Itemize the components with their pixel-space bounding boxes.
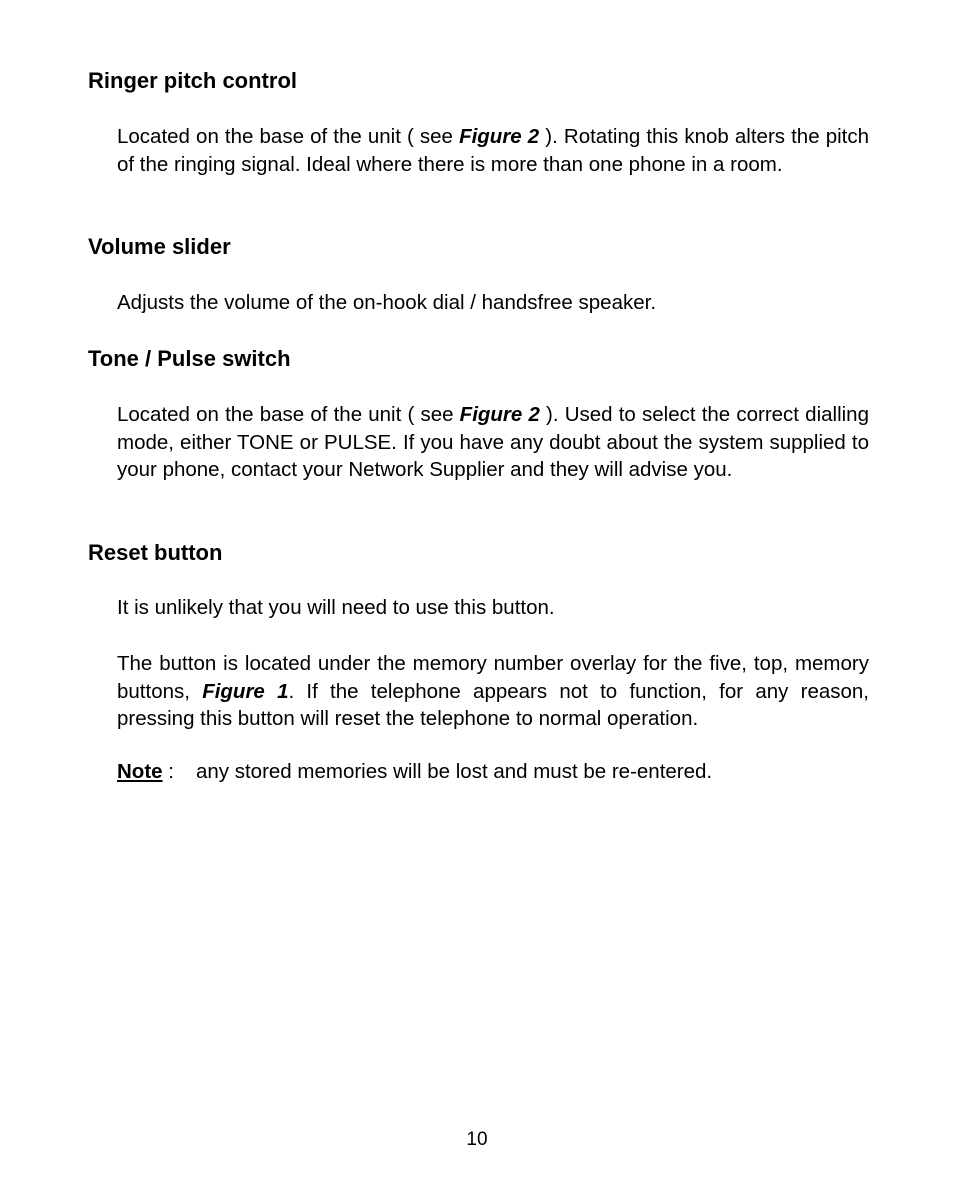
volume-slider-description: Adjusts the volume of the on-hook dial / handsfree speaker. xyxy=(117,291,657,314)
reset-note xyxy=(117,758,869,786)
note-label: Note xyxy=(117,760,163,783)
figure-reference: Figure 1 xyxy=(202,679,289,703)
paragraph-text: Located on the base of the unit ( see xyxy=(117,125,460,148)
ringer-pitch-description xyxy=(117,123,869,178)
figure-reference: Figure 2 xyxy=(459,125,540,148)
tone-pulse-description xyxy=(117,401,869,484)
note-separator: : xyxy=(162,760,174,783)
section-heading-ringer-pitch-control: Ringer pitch control xyxy=(88,68,297,93)
section-heading-volume-slider: Volume slider xyxy=(88,234,231,259)
page-number: 10 xyxy=(466,1129,488,1150)
note-text: any stored memories will be lost and must be re-entered. xyxy=(195,760,713,783)
section-heading-reset-button: Reset button xyxy=(88,540,223,565)
paragraph-text: ). Used to select the correct dialling mode, either TONE or PULSE. If you have any doubt about the system supplied to your phone, contact your Network Supplier and they will advise you. xyxy=(117,403,869,481)
figure-reference: Figure 2 xyxy=(459,403,540,426)
paragraph-text: ). Rotating this knob alters the pitch of the ringing signal. Ideal where there is more than one phone in a room. xyxy=(117,125,869,176)
section-heading-tone-pulse-switch: Tone / Pulse switch xyxy=(88,346,291,371)
paragraph-text: . If the telephone appears not to function, for any reason, pressing this button will reset the telephone to normal operation. xyxy=(117,679,869,730)
reset-button-description xyxy=(117,650,869,733)
paragraph-text: The button is located under the memory number overlay for the five, top, memory buttons, xyxy=(117,652,869,703)
reset-button-intro: It is unlikely that you will need to use this button. xyxy=(117,596,555,619)
paragraph-text: Located on the base of the unit ( see xyxy=(117,403,460,426)
